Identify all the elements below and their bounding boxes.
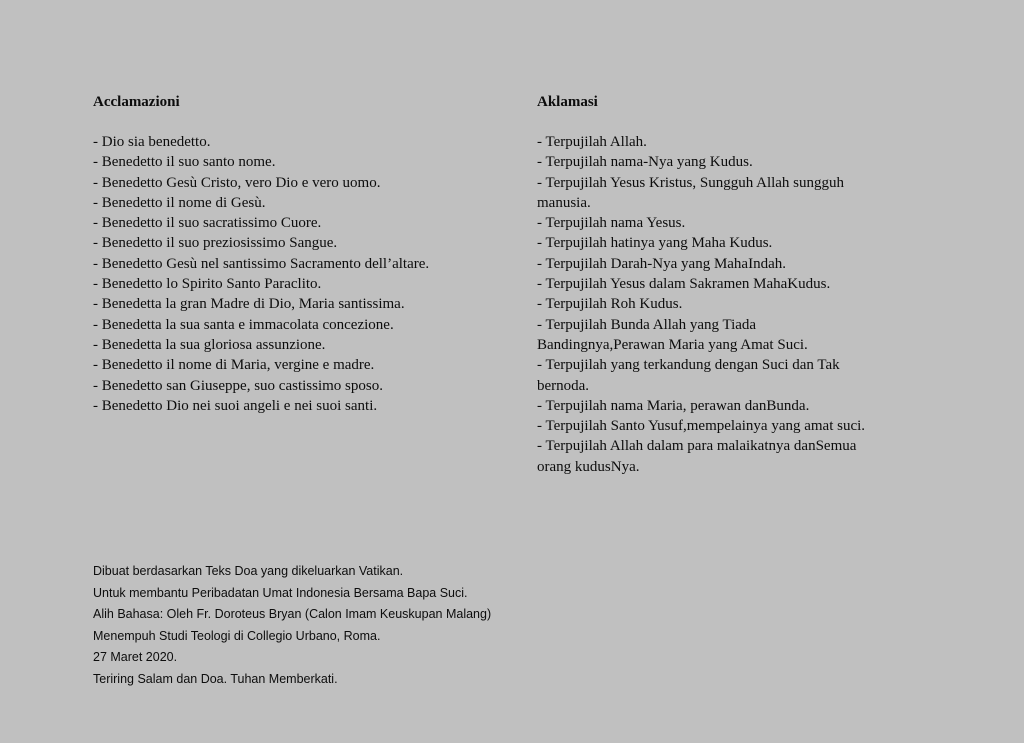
italian-column <box>93 92 523 416</box>
footer-line: Untuk membantu Peribadatan Umat Indonesia Bersama Bapa Suci. <box>93 585 468 600</box>
indonesian-line: - Terpujilah nama Yesus. <box>537 215 686 232</box>
footer-line: Menempuh Studi Teologi di Collegio Urbano, Roma. <box>93 628 381 643</box>
indonesian-line: - Terpujilah Roh Kudus. <box>537 296 683 313</box>
footer-line: Alih Bahasa: Oleh Fr. Doroteus Bryan (Calon Imam Keuskupan Malang) <box>93 607 492 621</box>
italian-line: - Benedetta la gran Madre di Dio, Maria santissima. <box>93 296 405 313</box>
italian-line: - Benedetto il suo preziosissimo Sangue. <box>93 235 338 252</box>
italian-line: - Benedetto Gesù nel santissimo Sacramento dell’altare. <box>93 255 430 272</box>
indonesian-line: - Terpujilah Darah-Nya yang MahaIndah. <box>537 255 786 272</box>
italian-acclamation-list <box>93 132 523 416</box>
indonesian-line: - Terpujilah Bunda Allah yang Tiada <box>537 316 757 333</box>
footer-line: Dibuat berdasarkan Teks Doa yang dikeluarkan Vatikan. <box>93 564 404 578</box>
italian-line: - Benedetto Dio nei suoi angeli e nei suoi santi. <box>93 397 378 414</box>
indonesian-line: - Terpujilah yang terkandung dengan Suci dan Tak <box>537 357 840 374</box>
indonesian-line: - Terpujilah Yesus dalam Sakramen MahaKudus. <box>537 276 831 293</box>
italian-line: - Benedetto il nome di Maria, vergine e madre. <box>93 357 375 374</box>
indonesian-line: - Terpujilah Allah. <box>537 134 647 150</box>
translation-note <box>93 561 491 690</box>
italian-line: - Benedetto il suo sacratissimo Cuore. <box>93 215 322 232</box>
italian-line: - Benedetto il suo santo nome. <box>93 154 276 171</box>
italian-line: - Benedetto il nome di Gesù. <box>93 194 266 211</box>
italian-line: - Benedetto Gesù Cristo, vero Dio e vero uomo. <box>93 174 381 191</box>
indonesian-line: - Terpujilah nama Maria, perawan danBunda. <box>537 397 810 414</box>
indonesian-line: manusia. <box>537 194 591 211</box>
indonesian-line: - Terpujilah Allah dalam para malaikatnya danSemua <box>537 438 857 455</box>
italian-line: - Benedetto lo Spirito Santo Paraclito. <box>93 276 322 293</box>
footer-line: 27 Maret 2020. <box>93 650 178 664</box>
indonesian-heading: Aklamasi <box>537 94 598 110</box>
indonesian-acclamation-list <box>537 132 922 477</box>
indonesian-line: - Terpujilah Santo Yusuf,mempelainya yang amat suci. <box>537 418 866 435</box>
italian-line: - Dio sia benedetto. <box>93 134 211 150</box>
footer-line: Teriring Salam dan Doa. Tuhan Memberkati. <box>93 671 338 686</box>
indonesian-line: - Terpujilah hatinya yang Maha Kudus. <box>537 235 773 252</box>
indonesian-line: - Terpujilah nama-Nya yang Kudus. <box>537 154 753 171</box>
italian-line: - Benedetto san Giuseppe, suo castissimo sposo. <box>93 377 383 394</box>
italian-line: - Benedetta la sua santa e immacolata concezione. <box>93 316 394 333</box>
italian-line: - Benedetta la sua gloriosa assunzione. <box>93 336 326 353</box>
indonesian-line: bernoda. <box>537 377 590 394</box>
italian-heading: Acclamazioni <box>93 94 180 110</box>
indonesian-line: - Terpujilah Yesus Kristus, Sungguh Allah sungguh <box>537 174 845 191</box>
indonesian-line: orang kudusNya. <box>537 458 640 475</box>
indonesian-line: Bandingnya,Perawan Maria yang Amat Suci. <box>537 336 808 353</box>
indonesian-column <box>537 92 922 477</box>
